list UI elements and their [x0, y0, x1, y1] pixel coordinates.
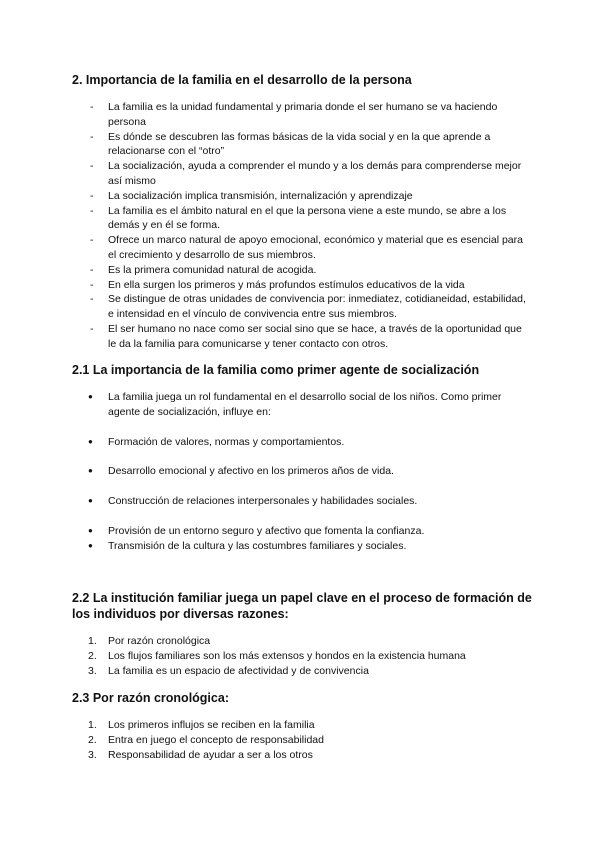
numbered-list	[72, 634, 532, 678]
list-item-text: Los flujos familiares son los más extensos y hondos en la existencia humana	[108, 649, 466, 662]
bullet-list	[72, 390, 532, 554]
list-item: - La familia es el ámbito natural en el que la persona viene a este mundo, se abre a los demás y en él se forma.	[72, 204, 532, 234]
list-item	[72, 718, 532, 733]
list-item: - La socialización implica transmisión, internalización y aprendizaje	[72, 189, 532, 204]
list-item: ● Formación de valores, normas y comportamientos.	[72, 435, 532, 450]
list-item: ● Construcción de relaciones interpersonales y habilidades sociales.	[72, 494, 532, 509]
list-item: - La socialización, ayuda a comprender el mundo y a los demás para comprenderse mejor así mismo	[72, 159, 532, 189]
list-number: 2.	[88, 733, 97, 746]
section-institucion-familiar	[72, 590, 532, 678]
section-heading: 2.1 La importancia de la familia como primer agente de socialización	[72, 363, 480, 377]
list-item-text: Por razón cronológica	[108, 635, 211, 647]
dash-list	[72, 100, 532, 352]
list-item: ● Transmisión de la cultura y las costumbres familiares y sociales.	[72, 539, 532, 554]
list-item-text: Entra en juego el concepto de responsabilidad	[108, 733, 324, 746]
list-item: - Ofrece un marco natural de apoyo emocional, económico y material que es esencial para el crecimiento y desarrollo de sus miembros.	[72, 233, 532, 263]
list-item	[72, 733, 532, 748]
list-item-text: Los primeros influjos se reciben en la familia	[108, 719, 315, 731]
list-item: - En ella surgen los primeros y más profundos estímulos educativos de la vida	[72, 278, 532, 293]
list-number: 3.	[88, 748, 97, 761]
list-number: 2.	[88, 649, 97, 662]
list-number: 1.	[88, 635, 97, 647]
list-item-text: Responsabilidad de ayudar a ser a los otros	[108, 748, 313, 761]
list-item	[72, 649, 532, 664]
section-heading: 2.2 La institución familiar juega un papel clave en el proceso de formación de los individuos por diversas razones:	[72, 591, 532, 621]
list-item	[72, 664, 532, 679]
list-number: 3.	[88, 664, 97, 677]
section-heading: 2. Importancia de la familia en el desarrollo de la persona	[72, 73, 412, 87]
list-item: ● Provisión de un entorno seguro y afectivo que fomenta la confianza.	[72, 524, 532, 539]
list-item	[72, 634, 532, 649]
list-number: 1.	[88, 719, 97, 731]
numbered-list	[72, 718, 532, 762]
list-item	[72, 748, 532, 763]
list-item: - Es la primera comunidad natural de acogida.	[72, 263, 532, 278]
list-item: - Se distingue de otras unidades de convivencia por: inmediatez, cotidianeidad, estabilidad, e intensidad en el vínculo de convivencia entre sus miembros.	[72, 292, 532, 322]
list-item: - La familia es la unidad fundamental y primaria donde el ser humano se va haciendo persona	[72, 100, 532, 130]
list-item: ● La familia juega un rol fundamental en el desarrollo social de los niños. Como primer agente de socialización, influye en:	[72, 390, 532, 420]
list-item: ● Desarrollo emocional y afectivo en los primeros años de vida.	[72, 464, 532, 479]
section-socializacion	[72, 362, 532, 554]
list-item: - El ser humano no nace como ser social sino que se hace, a través de la oportunidad que le da la familia para comunicarse y tener contacto con otros.	[72, 322, 532, 352]
section-razon-cronologica	[72, 690, 532, 762]
list-item: - Es dónde se descubren las formas básicas de la vida social y en la que aprende a relacionarse con el “otro”	[72, 130, 532, 160]
list-item-text: La familia es un espacio de afectividad y de convivencia	[108, 664, 369, 677]
section-heading: 2.3 Por razón cronológica:	[72, 691, 229, 705]
section-importancia	[72, 72, 532, 352]
